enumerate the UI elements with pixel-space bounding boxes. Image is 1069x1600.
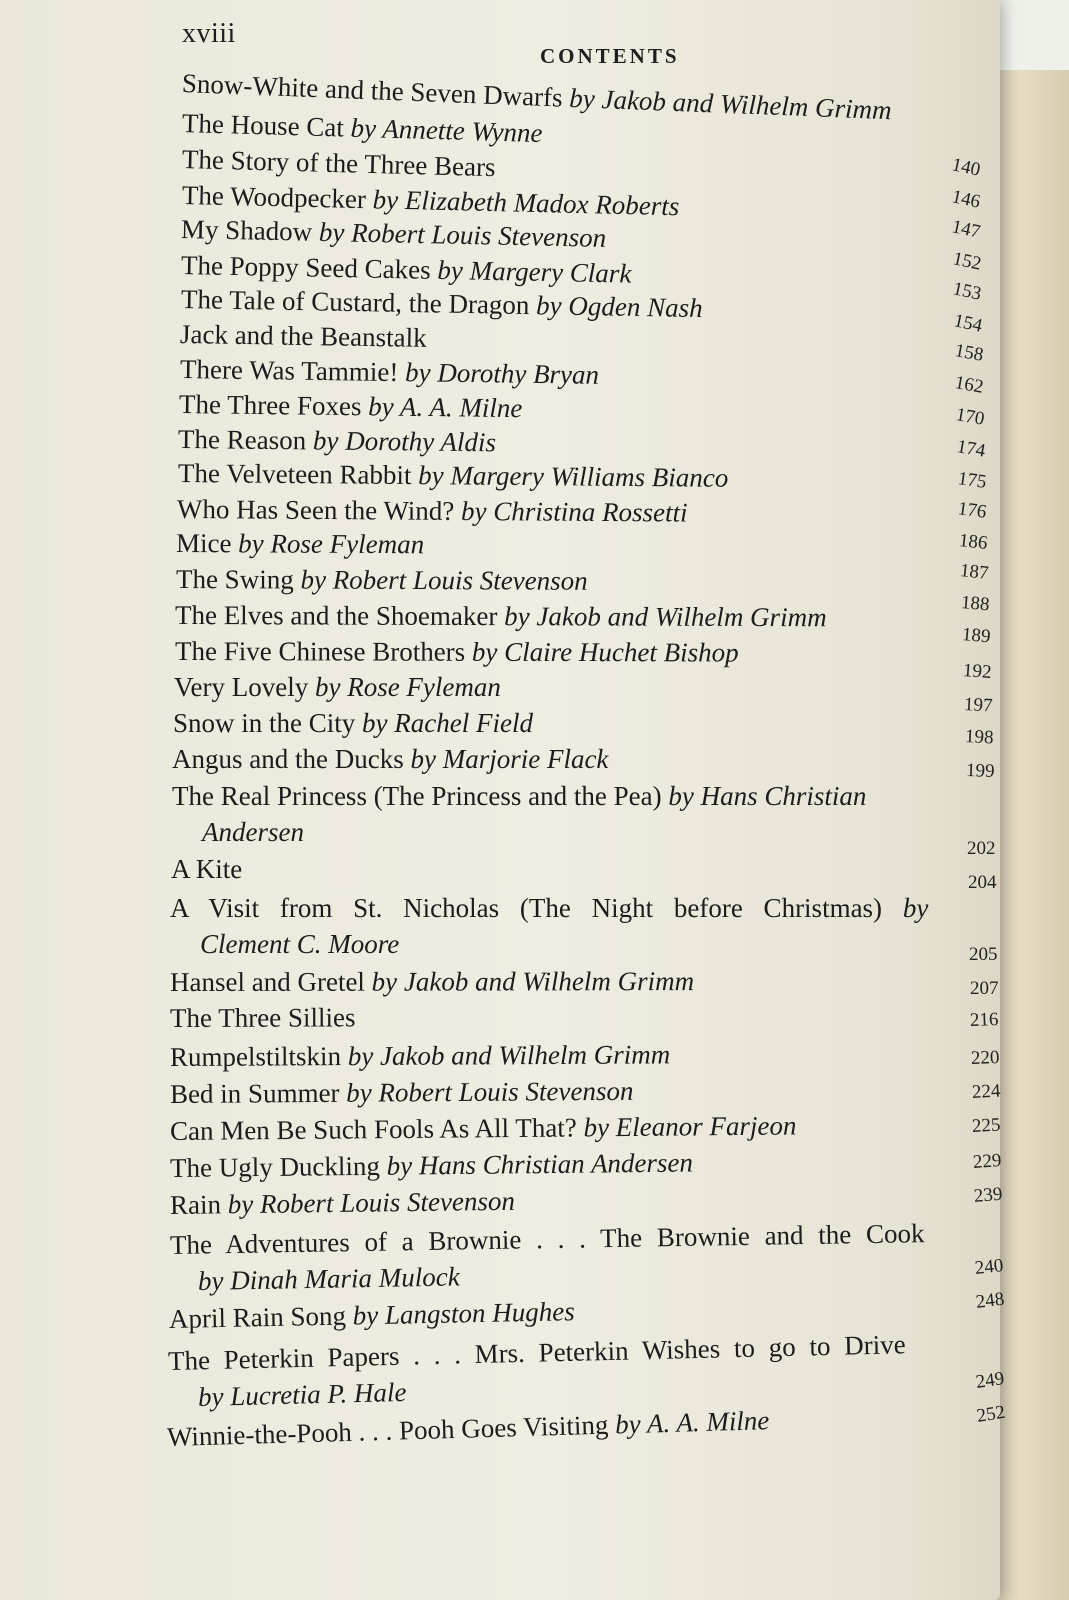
toc-page-number: 162: [953, 372, 985, 398]
toc-entry: [180, 354, 599, 390]
toc-entry-title: The Swing: [175, 564, 294, 595]
toc-entry: [172, 781, 866, 811]
toc-entry-title: Snow-White and the Seven Dwarfs: [181, 68, 564, 113]
toc-entry-author: by Rose Fyleman: [314, 672, 501, 702]
toc-entry-title: Rumpelstiltskin: [169, 1041, 342, 1072]
toc-entry-author: by Rose Fyleman: [238, 528, 425, 560]
toc-entry-title: Mice: [175, 528, 232, 559]
toc-entry: [168, 1329, 906, 1376]
toc-entry-title: Can Men Be Such Fools As All That?: [169, 1112, 577, 1146]
toc-page-number: 192: [962, 660, 993, 683]
toc-entry: [170, 1039, 670, 1072]
toc-page-number: 239: [973, 1183, 1004, 1207]
toc-page-number: 229: [972, 1150, 1003, 1173]
toc-entry-title: Very Lovely: [174, 672, 309, 702]
toc-page-number: 186: [957, 530, 989, 554]
toc-entry-author: by Robert Louis Stevenson: [300, 564, 588, 596]
toc-page-number: 147: [949, 216, 983, 243]
toc-entry-author: by Margery Clark: [437, 254, 632, 289]
toc-entry-title: Jack and the Beanstalk: [179, 319, 427, 353]
toc-entry: [167, 1405, 770, 1452]
toc-entry: [181, 250, 632, 289]
toc-entry: [170, 1186, 515, 1220]
toc-entry-title: The Velveteen Rabbit: [177, 458, 412, 491]
toc-entry: [170, 966, 694, 997]
toc-entry-title: The Three Foxes: [178, 389, 362, 422]
toc-entry: [172, 744, 608, 774]
toc-entry-title: Winnie-the-Pooh . . . Pooh Goes Visiting: [166, 1409, 609, 1452]
page-number: xviii: [182, 18, 236, 49]
toc-entry-author: by Robert Louis Stevenson: [346, 1075, 634, 1108]
toc-entry-continuation: [198, 1377, 407, 1412]
toc-page-number: 170: [954, 404, 986, 430]
toc-entry: [182, 108, 543, 148]
toc-entry: [176, 564, 588, 596]
toc-page-number: 189: [961, 624, 992, 648]
toc-entry: [170, 1076, 634, 1109]
toc-entry-author: by Ogden Nash: [535, 290, 703, 324]
toc-entry-title: The Story of the Three Bears: [181, 144, 496, 183]
toc-page-number: 197: [963, 694, 994, 717]
table-of-contents: [0, 66, 1007, 1526]
toc-entry-continuation: [198, 1261, 460, 1296]
toc-page-number: 187: [958, 560, 990, 584]
toc-entry: [169, 1296, 575, 1334]
toc-entry-title: The Reason: [177, 424, 307, 456]
toc-page-number: 225: [971, 1114, 1001, 1137]
toc-entry: [182, 144, 496, 182]
toc-page-number: 146: [949, 186, 983, 213]
toc-entry-title: A Visit from St. Nicholas (The Night before Christmas): [170, 893, 883, 923]
toc-page-number: 220: [970, 1047, 1000, 1069]
toc-entry-title: A Kite: [171, 854, 243, 884]
toc-entry: [175, 600, 827, 632]
toc-entry-author: by Annette Wynne: [350, 112, 543, 149]
toc-page-number: 199: [965, 760, 995, 782]
toc-page-number: 158: [953, 340, 985, 366]
toc-entry-author: Andersen: [202, 817, 304, 847]
toc-entry: [170, 893, 928, 923]
toc-entry-title: Angus and the Ducks: [172, 744, 404, 774]
toc-page-number: 207: [970, 978, 999, 999]
toc-entry-author: by Hans Christian: [668, 781, 867, 811]
toc-entry-author: by A. A. Milne: [368, 391, 523, 424]
toc-entry-title: Bed in Summer: [169, 1077, 340, 1109]
toc-entry-title: The House Cat: [181, 108, 345, 143]
toc-page-number: 252: [975, 1401, 1007, 1427]
toc-entry-author: by Eleanor Farjeon: [583, 1110, 797, 1143]
toc-entry: [181, 214, 607, 253]
toc-entry-author: by Elizabeth Madox Roberts: [372, 184, 680, 222]
toc-entry-author: by Robert Louis Stevenson: [318, 216, 607, 253]
toc-page-number: 140: [949, 154, 983, 181]
toc-entry-title: The Poppy Seed Cakes: [180, 250, 431, 285]
toc-page-number: 153: [950, 278, 984, 305]
toc-entry-author: by Claire Huchet Bishop: [471, 636, 739, 668]
toc-page-number: 188: [960, 592, 991, 616]
toc-page-number: 240: [973, 1255, 1005, 1279]
toc-entry-title: April Rain Song: [168, 1300, 347, 1334]
toc-entry: [179, 389, 523, 423]
background-surface: [989, 0, 1069, 1600]
toc-entry: [176, 528, 424, 559]
toc-entry: [180, 319, 427, 353]
toc-entry-title: The Peterkin Papers . . . Mrs. Peterkin Wishes to go to Drive: [167, 1329, 906, 1376]
toc-page-number: 154: [951, 310, 985, 337]
toc-page-number: 224: [971, 1080, 1001, 1103]
toc-page-number: 249: [974, 1368, 1006, 1393]
toc-entry-author: by Rachel Field: [362, 708, 533, 738]
toc-entry-author: by Lucretia P. Hale: [197, 1376, 407, 1412]
toc-entry-author: Clement C. Moore: [200, 929, 400, 959]
toc-entry-author: by Jakob and Wilhelm Grimm: [371, 966, 695, 997]
toc-entry-author: by Dorothy Aldis: [312, 425, 497, 458]
toc-entry-author: by Jakob and Wilhelm Grimm: [347, 1039, 671, 1072]
toc-entry-continuation: [202, 817, 304, 847]
toc-entry: [177, 494, 688, 528]
toc-page-number: 175: [956, 468, 988, 493]
toc-page-number: 176: [956, 498, 988, 523]
toc-page-number: 174: [955, 436, 987, 462]
toc-entry: [170, 1218, 925, 1260]
toc-entry-author: by Hans Christian Andersen: [386, 1147, 694, 1181]
toc-page-number: 205: [969, 944, 998, 965]
toc-entry-title: Rain: [169, 1189, 222, 1220]
toc-page-number: 216: [969, 1009, 999, 1031]
toc-entry-title: The Tale of Custard, the Dragon: [180, 284, 530, 321]
toc-entry-author: by A. A. Milne: [614, 1405, 770, 1440]
toc-entry: [178, 458, 729, 493]
toc-entry: [173, 708, 533, 738]
toc-entry: [175, 636, 739, 667]
toc-entry: [170, 1111, 797, 1146]
toc-page-number: 202: [967, 838, 996, 859]
toc-page-number: 204: [968, 872, 997, 893]
toc-entry-author: by: [902, 893, 929, 923]
toc-entry-title: Snow in the City: [173, 708, 356, 738]
toc-entry-title: The Real Princess (The Princess and the Pea): [172, 781, 662, 811]
toc-entry-author: by Christina Rossetti: [460, 495, 688, 528]
toc-entry-author: by Margery Williams Bianco: [418, 460, 729, 493]
toc-entry-title: The Ugly Duckling: [169, 1150, 381, 1183]
toc-entry-author: by Langston Hughes: [352, 1296, 575, 1331]
toc-page-number: 198: [964, 726, 995, 749]
toc-entry-author: by Dorothy Bryan: [404, 357, 600, 390]
toc-entry-author: by Dinah Maria Mulock: [197, 1261, 460, 1296]
toc-entry: [178, 424, 496, 457]
toc-entry-title: Who Has Seen the Wind?: [176, 494, 455, 526]
toc-entry-title: The Five Chinese Brothers: [174, 636, 466, 667]
toc-entry: [170, 1002, 356, 1033]
toc-entry-title: The Three Sillies: [169, 1002, 356, 1033]
toc-entry-title: The Elves and the Shoemaker: [174, 600, 498, 632]
toc-entry-author: by Jakob and Wilhelm Grimm: [568, 82, 893, 126]
toc-entry-author: by Jakob and Wilhelm Grimm: [504, 601, 827, 633]
toc-entry-title: My Shadow: [180, 214, 313, 247]
toc-entry-title: The Adventures of a Brownie . . . The Brownie and the Cook: [169, 1218, 925, 1260]
toc-entry: [171, 854, 242, 884]
toc-entry-title: The Woodpecker: [181, 180, 367, 215]
running-head: CONTENTS: [540, 44, 680, 68]
toc-page-number: 152: [950, 248, 984, 275]
toc-entry-author: by Marjorie Flack: [410, 744, 609, 774]
toc-entry-continuation: [200, 929, 399, 959]
toc-entry: [181, 284, 703, 323]
toc-entry: [174, 672, 501, 702]
toc-entry: [170, 1148, 693, 1183]
toc-entry-author: by Robert Louis Stevenson: [227, 1185, 516, 1220]
toc-entry-title: Hansel and Gretel: [169, 966, 365, 997]
toc-page-number: 248: [974, 1288, 1006, 1313]
toc-entry-title: There Was Tammie!: [179, 354, 399, 388]
